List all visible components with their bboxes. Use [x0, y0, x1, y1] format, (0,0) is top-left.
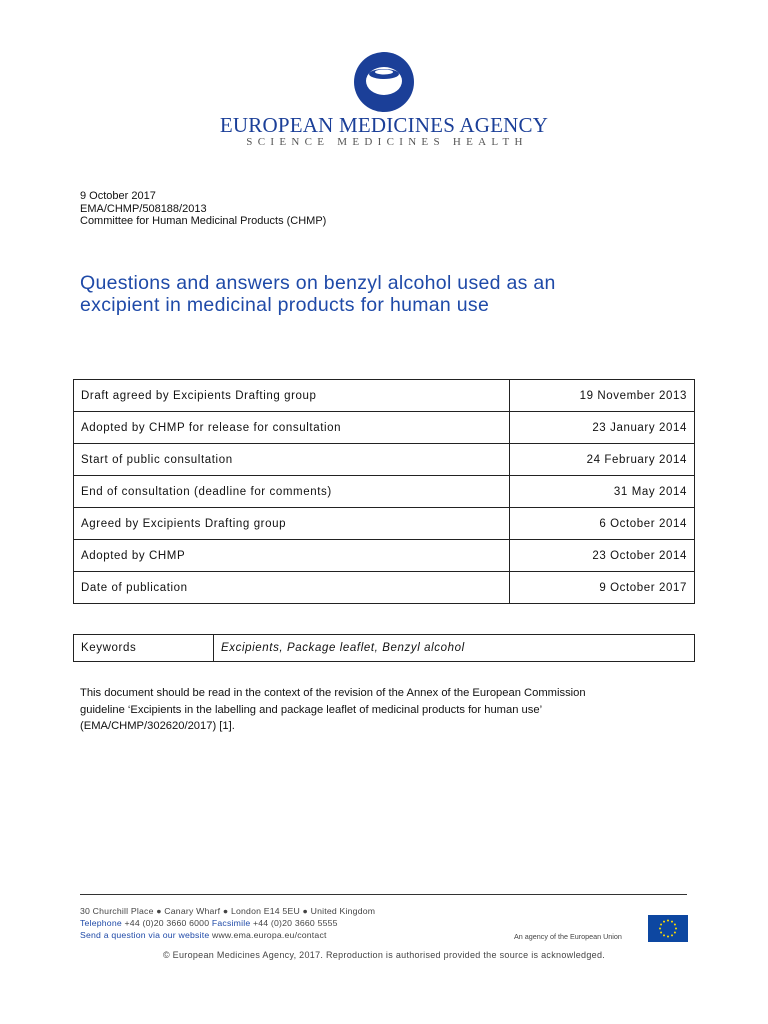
facsimile-label: Facsimile — [211, 918, 251, 928]
eu-star — [663, 921, 665, 923]
keywords-value: Excipients, Package leaflet, Benzyl alcohol — [214, 635, 695, 662]
history-label: Draft agreed by Excipients Drafting group — [74, 380, 510, 412]
history-date: 23 January 2014 — [510, 412, 695, 444]
eu-star — [674, 924, 676, 926]
telephone-number: +44 (0)20 3660 6000 — [124, 918, 210, 928]
history-date: 31 May 2014 — [510, 476, 695, 508]
keywords-table — [73, 634, 695, 662]
history-date: 19 November 2013 — [510, 380, 695, 412]
agency-name: EUROPEAN MEDICINES AGENCY — [219, 113, 549, 137]
eu-star — [660, 924, 662, 926]
footer-divider — [80, 894, 687, 895]
history-date: 23 October 2014 — [510, 540, 695, 572]
keywords-label: Keywords — [74, 635, 214, 662]
intro-line-1: This document should be read in the context of the revision of the Annex of the European Commission — [80, 687, 586, 699]
history-label: Start of public consultation — [74, 444, 510, 476]
document-title — [80, 272, 690, 316]
document-history-table — [73, 379, 695, 604]
title-line-2: excipient in medicinal products for human use — [80, 294, 490, 316]
history-date: 24 February 2014 — [510, 444, 695, 476]
document-reference: EMA/CHMP/508188/2013 — [80, 202, 207, 215]
agency-tagline: SCIENCE MEDICINES HEALTH — [246, 136, 528, 148]
history-label: Adopted by CHMP — [74, 540, 510, 572]
facsimile-number: +44 (0)20 3660 5555 — [252, 918, 338, 928]
eu-star — [671, 934, 673, 936]
table-row — [74, 572, 695, 604]
table-row — [74, 476, 695, 508]
table-row — [74, 444, 695, 476]
footer-contact — [80, 905, 375, 941]
history-date: 6 October 2014 — [510, 508, 695, 540]
eu-star — [667, 936, 669, 938]
table-row — [74, 508, 695, 540]
footer-phone-line — [80, 917, 375, 929]
history-date: 9 October 2017 — [510, 572, 695, 604]
eu-star — [674, 932, 676, 934]
eu-star — [671, 921, 673, 923]
footer-address: 30 Churchill Place ● Canary Wharf ● London E14 5EU ● United Kingdom — [80, 906, 376, 916]
eu-star — [667, 920, 669, 922]
copyright-notice: © European Medicines Agency, 2017. Reproduction is authorised provided the source is acknowledged. — [162, 950, 606, 960]
footer-web-line — [80, 929, 375, 941]
telephone-label: Telephone — [80, 918, 122, 928]
table-row — [74, 635, 695, 662]
eu-star — [675, 928, 677, 930]
website-link[interactable]: www.ema.europa.eu/contact — [211, 930, 327, 940]
table-row — [74, 412, 695, 444]
history-label: Date of publication — [74, 572, 510, 604]
committee-name: Committee for Human Medicinal Products (CHMP) — [80, 215, 327, 228]
history-label: Adopted by CHMP for release for consultation — [74, 412, 510, 444]
table-row — [74, 380, 695, 412]
eu-star — [660, 932, 662, 934]
table-row — [74, 540, 695, 572]
intro-line-3: (EMA/CHMP/302620/2017) [1]. — [80, 720, 235, 732]
intro-line-2: guideline ‘Excipients in the labelling and package leaflet of medicinal products for human use’ — [80, 703, 543, 716]
history-label: Agreed by Excipients Drafting group — [74, 508, 510, 540]
title-line-1: Questions and answers on benzyl alcohol used as an — [80, 272, 556, 294]
intro-paragraph — [80, 685, 692, 735]
document-meta — [80, 190, 326, 228]
eu-agency-text: An agency of the European Union — [514, 932, 622, 941]
document-date: 9 October 2017 — [80, 190, 156, 202]
eu-star — [659, 928, 661, 930]
eu-flag-icon — [648, 915, 688, 942]
question-label: Send a question via our website — [80, 930, 210, 940]
ema-emblem-icon — [353, 51, 415, 113]
history-label: End of consultation (deadline for comments) — [74, 476, 510, 508]
eu-star — [663, 934, 665, 936]
